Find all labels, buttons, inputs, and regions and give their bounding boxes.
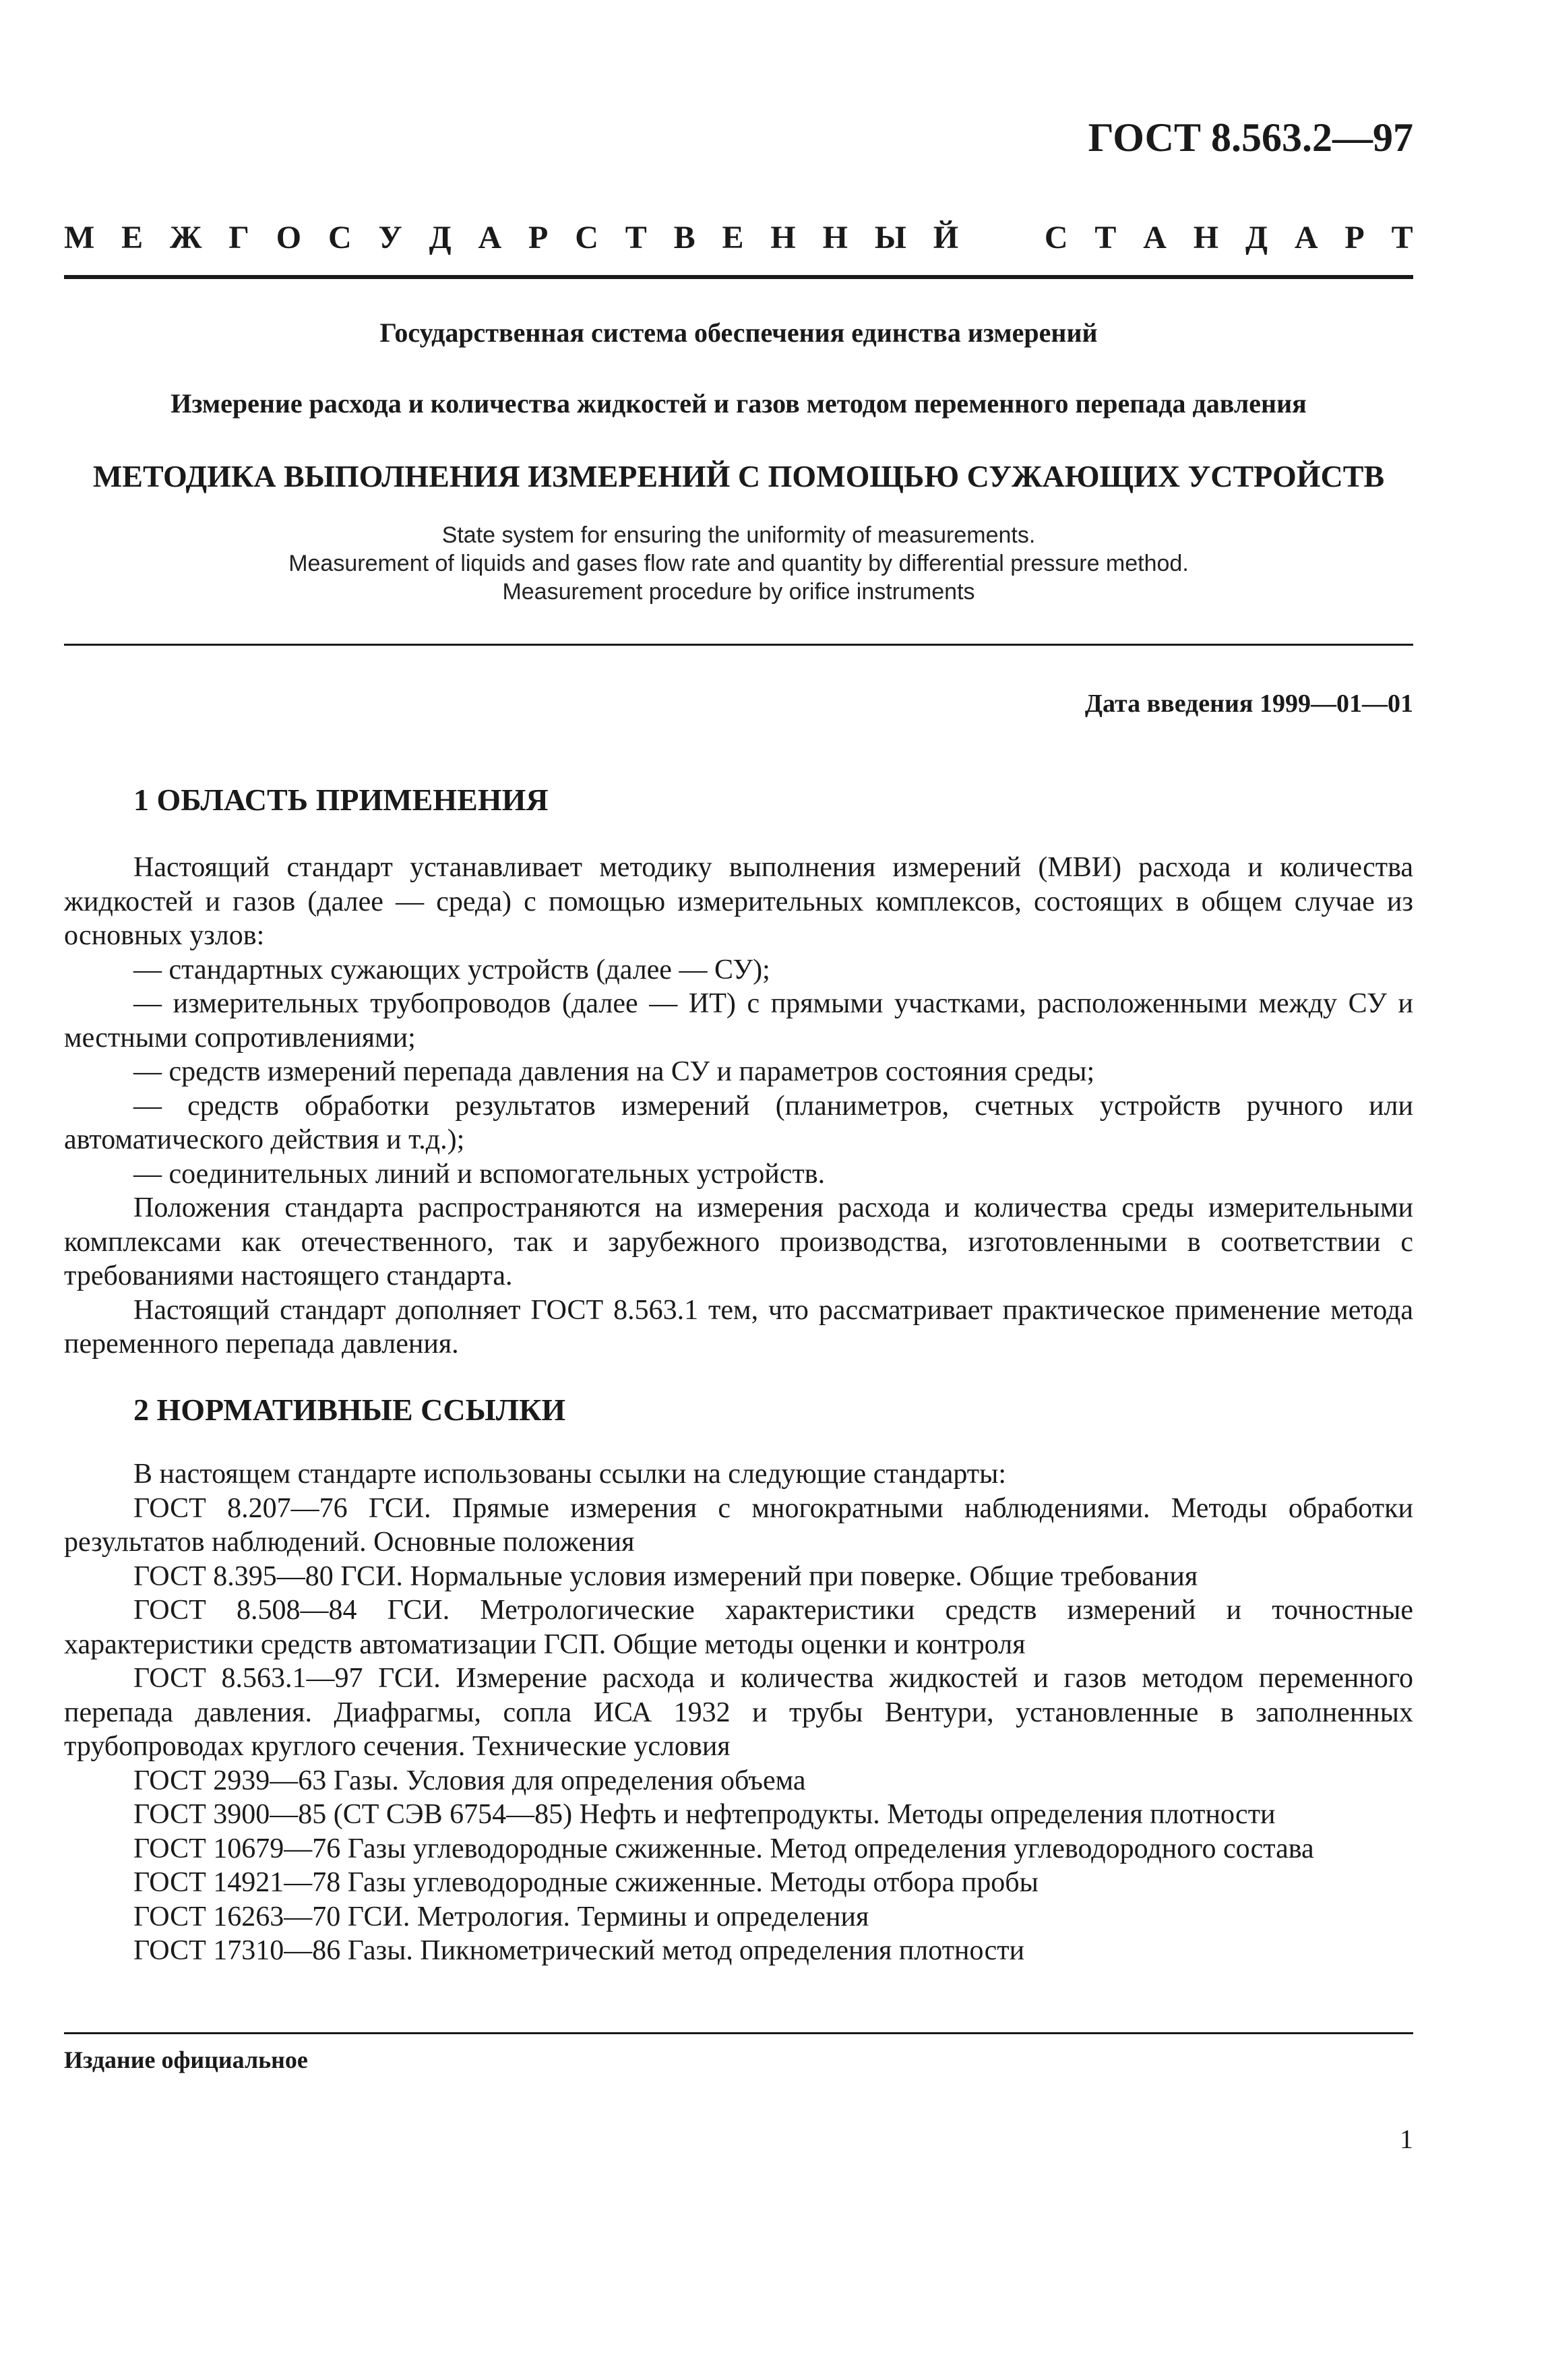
banner-letter: В bbox=[673, 220, 695, 255]
banner-letter: Т bbox=[1391, 220, 1413, 255]
standard-banner bbox=[64, 219, 1413, 256]
banner-letter: Г bbox=[228, 220, 249, 255]
reference-item: ГОСТ 8.563.1—97 ГСИ. Измерение расхода и количества жидкостей и газов методом переменного перепада давления. Диафрагмы, сопла ИСА 1932 и трубы Вентури, установленные в заполненных трубопроводах круглого сечения. Технические условия bbox=[64, 1663, 1413, 1762]
main-title: МЕТОДИКА ВЫПОЛНЕНИЯ ИЗМЕРЕНИЙ С ПОМОЩЬЮ СУЖАЮЩИХ УСТРОЙСТВ bbox=[92, 459, 1385, 493]
document-number: ГОСТ 8.563.2—97 bbox=[1088, 115, 1413, 160]
banner-letter: Т bbox=[625, 220, 647, 255]
reference-item: ГОСТ 16263—70 ГСИ. Метрология. Термины и определения bbox=[133, 1901, 869, 1932]
list-item: — средств обработки результатов измерений (планиметров, счетных устройств ручного или автоматического действия и т.д.); bbox=[64, 1090, 1413, 1155]
introduction-date: Дата введения 1999—01—01 bbox=[1084, 690, 1413, 718]
banner-letter: Е bbox=[722, 220, 744, 255]
reference-item: ГОСТ 14921—78 Газы углеводородные сжиженные. Методы отбора пробы bbox=[133, 1867, 1039, 1898]
section-heading-scope: 1 ОБЛАСТЬ ПРИМЕНЕНИЯ bbox=[133, 783, 549, 817]
banner-letter: Й bbox=[933, 220, 959, 255]
section-heading-references: 2 НОРМАТИВНЫЕ ССЫЛКИ bbox=[133, 1393, 566, 1427]
banner-letter: С bbox=[1044, 220, 1068, 255]
reference-item: ГОСТ 8.207—76 ГСИ. Прямые измерения с многократными наблюдениями. Методы обработки результатов наблюдений. Основные положения bbox=[64, 1492, 1413, 1558]
list-item: — измерительных трубопроводов (далее — ИТ) с прямыми участками, расположенными между СУ и местными сопротивлениями; bbox=[64, 988, 1413, 1054]
banner-word-gap bbox=[985, 219, 1018, 256]
title-divider bbox=[64, 644, 1413, 646]
paragraph: Настоящий стандарт дополняет ГОСТ 8.563.1 тем, что рассматривает практическое применение метода переменного перепада давления. bbox=[64, 1294, 1413, 1360]
banner-letter: Н bbox=[1193, 220, 1219, 255]
section-body-references bbox=[64, 1457, 1413, 1968]
banner-letter: А bbox=[1294, 220, 1318, 255]
list-item: — средств измерений перепада давления на СУ и параметров состояния среды; bbox=[133, 1056, 1095, 1087]
section-body-scope bbox=[64, 851, 1413, 1362]
banner-letter: Р bbox=[1344, 220, 1365, 255]
banner-letter: С bbox=[328, 220, 352, 255]
banner-letter: Н bbox=[770, 220, 796, 255]
banner-letter: Р bbox=[528, 220, 549, 255]
banner-letter: А bbox=[478, 220, 502, 255]
banner-letter: О bbox=[276, 220, 302, 255]
banner-letter: Д bbox=[429, 220, 452, 255]
reference-item: ГОСТ 8.508—84 ГСИ. Метрологические характеристики средств измерений и точностные характеристики средств автоматизации ГСП. Общие методы оценки и контроля bbox=[64, 1595, 1413, 1660]
banner-letter: Т bbox=[1094, 220, 1117, 255]
banner-letter: С bbox=[575, 220, 598, 255]
paragraph: В настоящем стандарте использованы ссылки на следующие стандарты: bbox=[133, 1459, 1007, 1490]
reference-item: ГОСТ 2939—63 Газы. Условия для определения объема bbox=[133, 1765, 806, 1796]
reference-item: ГОСТ 10679—76 Газы углеводородные сжиженные. Метод определения углеводородного состава bbox=[133, 1833, 1314, 1864]
page-number: 1 bbox=[1400, 2124, 1413, 2154]
banner-letter: Н bbox=[822, 220, 848, 255]
subject-title: Измерение расхода и количества жидкостей и газов методом переменного перепада давления bbox=[171, 388, 1307, 419]
banner-letter: Е bbox=[121, 220, 144, 255]
banner-letter: М bbox=[64, 220, 95, 255]
reference-item: ГОСТ 8.395—80 ГСИ. Нормальные условия измерений при поверке. Общие требования bbox=[133, 1560, 1198, 1592]
edition-note: Издание официальное bbox=[64, 2046, 308, 2073]
list-item: — стандартных сужающих устройств (далее — СУ); bbox=[133, 954, 770, 985]
english-title-line: Measurement procedure by orifice instruments bbox=[502, 579, 975, 605]
english-title-line: State system for ensuring the uniformity of measurements. bbox=[441, 522, 1036, 548]
english-title-line: Measurement of liquids and gases flow rate and quantity by differential pressure method. bbox=[288, 551, 1189, 576]
banner-letter: Ж bbox=[170, 220, 202, 255]
system-title: Государственная система обеспечения единства измерений bbox=[379, 317, 1098, 348]
banner-letter: Д bbox=[1245, 220, 1268, 255]
list-item: — соединительных линий и вспомогательных устройств. bbox=[133, 1158, 826, 1190]
paragraph: Настоящий стандарт устанавливает методику выполнения измерений (МВИ) расхода и количества жидкостей и газов (далее — среда) с помощью измерительных комплексов, состоящих в общем случае из основных узлов: bbox=[64, 852, 1413, 951]
reference-item: ГОСТ 3900—85 (СТ СЭВ 6754—85) Нефть и нефтепродукты. Методы определения плотности bbox=[133, 1799, 1276, 1830]
paragraph: Положения стандарта распространяются на измерения расхода и количества среды измерительными комплексами как отечественного, так и зарубежного производства, изготовленными в соответствии с требованиями настоящего стандарта. bbox=[64, 1192, 1413, 1291]
footer-rule bbox=[64, 2032, 1413, 2034]
reference-item: ГОСТ 17310—86 Газы. Пикнометрический метод определения плотности bbox=[133, 1935, 1025, 1966]
banner-letter: У bbox=[378, 220, 402, 255]
header-rule bbox=[64, 275, 1413, 279]
banner-letter: А bbox=[1143, 220, 1167, 255]
banner-letter: Ы bbox=[874, 220, 906, 255]
